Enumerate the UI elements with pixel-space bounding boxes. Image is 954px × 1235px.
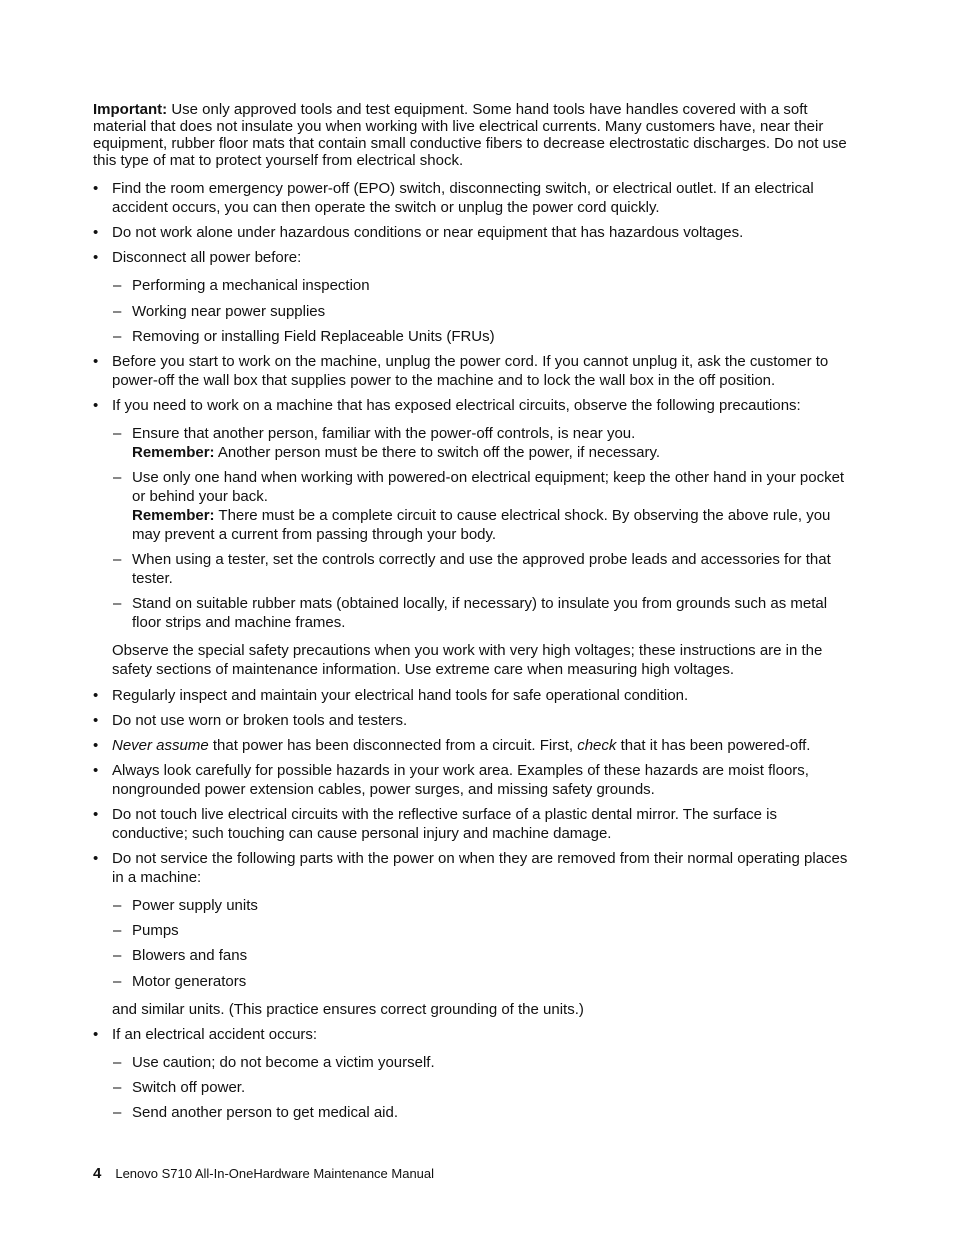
dash-item: – Use caution; do not become a victim yourself. — [93, 1053, 853, 1072]
dash-item: – Performing a mechanical inspection — [93, 276, 853, 295]
page-body — [93, 101, 853, 1122]
bullet-unplug: • Before you start to work on the machine, unplug the power cord. If you cannot unplug it, ask the customer to power-off the wall box that supplies power to the machine and to lock the wall box in the off position. — [93, 352, 853, 390]
dash-item: – Send another person to get medical aid. — [93, 1103, 853, 1122]
never-assume-text: that power has been disconnected from a circuit. First, — [208, 737, 578, 754]
bullet-never-assume — [93, 736, 853, 755]
dash-item: – Blowers and fans — [93, 946, 853, 965]
manual-title: Lenovo S710 All-In-OneHardware Maintenance Manual — [115, 1166, 435, 1181]
important-note — [93, 101, 853, 169]
dash-item: – Power supply units — [93, 896, 853, 915]
dash-text: Ensure that another person, familiar with the power-off controls, is near you. — [132, 425, 636, 442]
dash-item: – Removing or installing Field Replaceable Units (FRUs) — [93, 327, 853, 346]
bullet-inspect-tools: • Regularly inspect and maintain your electrical hand tools for safe operational condition. — [93, 686, 853, 705]
observe-paragraph: Observe the special safety precautions when you work with very high voltages; these instructions are in the safety sections of maintenance information. Use extreme care when measuring high voltages. — [112, 642, 823, 678]
never-assume-end: that it has been powered-off. — [616, 737, 811, 754]
page-footer — [93, 1166, 434, 1182]
dash-item: – Motor generators — [93, 972, 853, 991]
bullet-exposed-circuits: • If you need to work on a machine that has exposed electrical circuits, observe the following precautions: — [93, 396, 853, 415]
dash-item: – When using a tester, set the controls correctly and use the approved probe leads and accessories for that tester. — [93, 550, 853, 588]
dash-item: – Pumps — [93, 921, 853, 940]
similar-units-note: and similar units. (This practice ensures correct grounding of the units.) — [112, 1001, 584, 1018]
dash-text: Use only one hand when working with powered-on electrical equipment; keep the other hand in your pocket or behind your back. — [132, 469, 845, 505]
bullet-epo-switch: • Find the room emergency power-off (EPO) switch, disconnecting switch, or electrical outlet. If an electrical accident occurs, you can then operate the switch or unplug the power cord quickly. — [93, 179, 853, 217]
bullet-accident: • If an electrical accident occurs: — [93, 1025, 853, 1044]
dash-item — [93, 468, 853, 544]
bullet-disconnect-power: • Disconnect all power before: — [93, 248, 853, 267]
emphasis-check: check — [577, 737, 617, 754]
emphasis-never-assume: Never assume — [112, 737, 209, 754]
remember-label: Remember: — [132, 444, 215, 461]
dash-item: – Switch off power. — [93, 1078, 853, 1097]
remember-text: There must be a complete circuit to cause electrical shock. By observing the above rule, you may prevent a current from passing through your body. — [132, 507, 831, 543]
bullet-worn-tools: • Do not use worn or broken tools and testers. — [93, 711, 853, 730]
important-text: Use only approved tools and test equipment. Some hand tools have handles covered with a soft material that does not insulate you when working with live electrical currents. Many customers have, near their equipment, rubber floor mats that contain small conductive fibers to decrease electrostatic discharges. Do not use this type of mat to protect yourself from electrical shock. — [93, 101, 847, 169]
dash-item: – Working near power supplies — [93, 302, 853, 321]
bullet-hazards: • Always look carefully for possible hazards in your work area. Examples of these hazards are moist floors, nongrounded power extension cables, power surges, and missing safety grounds. — [93, 761, 853, 799]
remember-text: Another person must be there to switch off the power, if necessary. — [214, 444, 661, 461]
remember-label: Remember: — [132, 507, 215, 524]
important-label: Important: — [93, 101, 168, 118]
page-number: 4 — [93, 1165, 102, 1182]
dash-item: – Stand on suitable rubber mats (obtained locally, if necessary) to insulate you from grounds such as metal floor strips and machine frames. — [93, 594, 853, 632]
bullet-service-parts: • Do not service the following parts with the power on when they are removed from their normal operating places in a machine: — [93, 849, 853, 887]
bullet-work-alone: • Do not work alone under hazardous conditions or near equipment that has hazardous voltages. — [93, 223, 853, 242]
bullet-dental-mirror: • Do not touch live electrical circuits with the reflective surface of a plastic dental mirror. The surface is conductive; such touching can cause personal injury and machine damage. — [93, 805, 853, 843]
dash-item — [93, 424, 853, 462]
